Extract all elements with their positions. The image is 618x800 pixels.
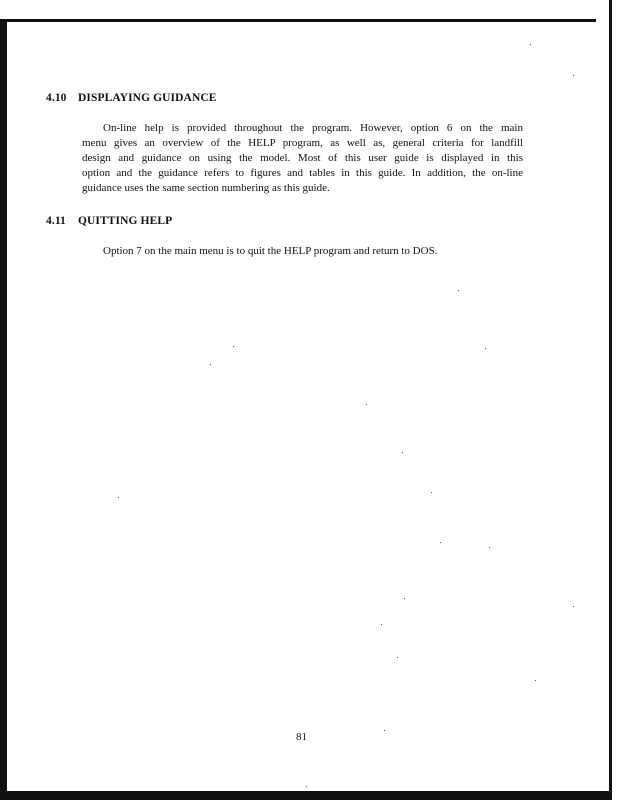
scan-speck — [458, 290, 459, 291]
scan-speck — [535, 680, 536, 681]
paragraph-line: design and guidance on using the model. Most of this user guide is displayed in this — [82, 152, 523, 164]
scan-border-left — [0, 19, 7, 800]
scan-speck — [397, 657, 398, 658]
scan-border-right — [609, 0, 612, 800]
scan-speck — [402, 452, 403, 453]
scan-speck — [210, 364, 211, 365]
scan-speck — [573, 606, 574, 607]
scan-speck — [404, 598, 405, 599]
paragraph-line: menu gives an overview of the HELP program, as well as, general criteria for landfill — [82, 137, 523, 149]
section-number: 4.10 — [46, 92, 67, 104]
section-number: 4.11 — [46, 215, 66, 227]
scan-border-bottom — [0, 791, 612, 800]
scan-speck — [573, 75, 574, 76]
scan-speck — [440, 542, 441, 543]
scan-speck — [366, 404, 367, 405]
scan-speck — [431, 492, 432, 493]
scan-border-top — [0, 19, 596, 22]
page-number: 81 — [296, 731, 307, 743]
section-paragraph — [82, 121, 523, 196]
scan-speck — [118, 497, 119, 498]
scan-speck — [306, 786, 307, 787]
paragraph-line: guidance uses the same section numbering as this guide. — [82, 182, 330, 194]
section-heading — [46, 92, 217, 104]
paragraph-line: Option 7 on the main menu is to quit the HELP program and return to DOS. — [103, 245, 438, 257]
scan-speck — [384, 730, 385, 731]
paragraph-line: On-line help is provided throughout the program. However, option 6 on the main — [103, 122, 523, 134]
section-paragraph — [103, 244, 544, 259]
scan-speck — [381, 624, 382, 625]
section-heading — [46, 215, 172, 227]
scan-speck — [530, 44, 531, 45]
section-title: QUITTING HELP — [77, 215, 173, 227]
scan-speck — [233, 346, 234, 347]
section-title: DISPLAYING GUIDANCE — [77, 92, 217, 104]
scan-speck — [489, 547, 490, 548]
paragraph-line: option and the guidance refers to figures and tables in this guide. In addition, the on-line — [82, 167, 523, 179]
scan-speck — [485, 348, 486, 349]
